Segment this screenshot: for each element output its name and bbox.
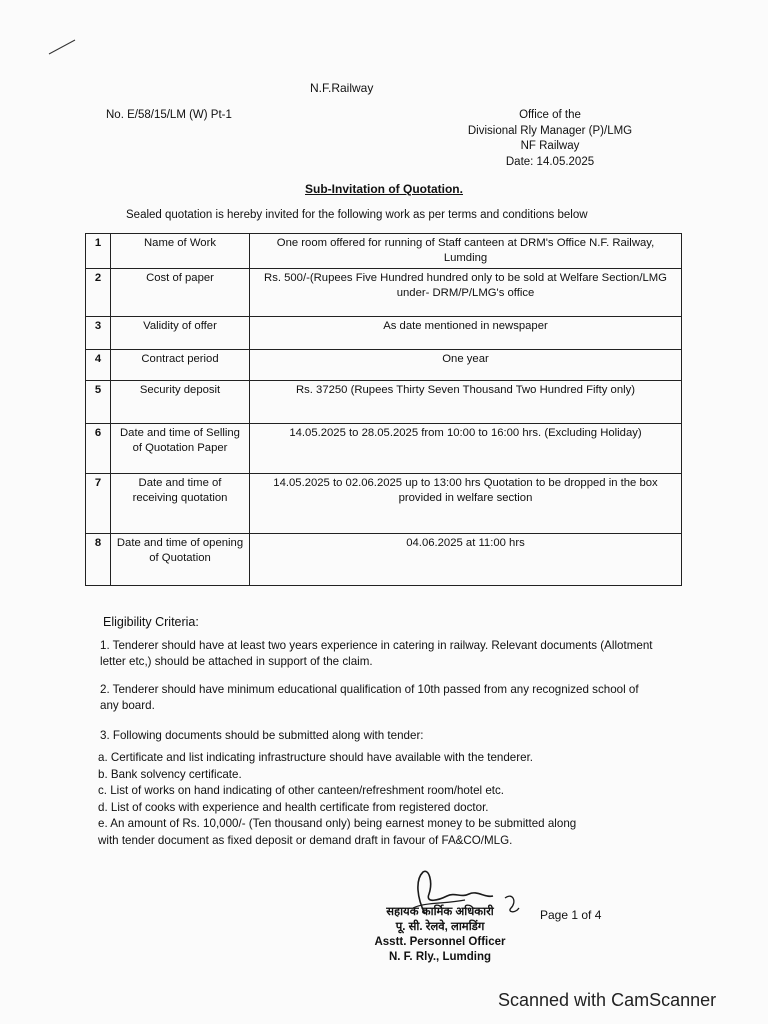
list-item: with tender document as fixed deposit or demand draft in favour of FA&CO/MLG. (98, 833, 513, 847)
stamp-hindi-title: सहायक कार्मिक अधिकारी (386, 906, 494, 918)
row-value: One year (250, 350, 682, 381)
row-number: 5 (86, 381, 111, 424)
eligibility-heading: Eligibility Criteria: (103, 615, 199, 629)
row-number: 7 (86, 474, 111, 534)
eligibility-point: 3. Following documents should be submitted along with tender: (100, 729, 424, 742)
row-value: One room offered for running of Staff canteen at DRM's Office N.F. Railway, Lumding (250, 234, 682, 269)
row-key: Date and time of opening of Quotation (111, 534, 250, 586)
row-key: Date and time of Selling of Quotation Paper (111, 424, 250, 474)
row-key: Name of Work (111, 234, 250, 269)
row-key: Validity of offer (111, 317, 250, 350)
row-value: 14.05.2025 to 28.05.2025 from 10:00 to 16:00 hrs. (Excluding Holiday) (250, 424, 682, 474)
list-item: a. Certificate and list indicating infrastructure should have available with the tenderer. (98, 751, 534, 764)
list-item: b. Bank solvency certificate. (98, 767, 242, 781)
page-number: Page 1 of 4 (540, 908, 602, 922)
row-value: 04.06.2025 at 11:00 hrs (250, 534, 682, 586)
row-number: 6 (86, 424, 111, 474)
list-item: c. List of works on hand indicating of other canteen/refreshment room/hotel etc. (98, 784, 505, 797)
table-row (86, 381, 682, 424)
row-key: Security deposit (111, 381, 250, 424)
stamp-english-title: Asstt. Personnel Officer (374, 936, 506, 948)
table-row (86, 474, 682, 534)
office-line: Divisional Rly Manager (P)/LMG (467, 124, 633, 137)
table-row (86, 424, 682, 474)
row-key: Date and time of receiving quotation (111, 474, 250, 534)
table-row (86, 234, 682, 269)
row-number: 1 (86, 234, 111, 269)
organization-title: N.F.Railway (310, 81, 374, 95)
row-value: Rs. 37250 (Rupees Thirty Seven Thousand Two Hundred Fifty only) (250, 381, 682, 424)
row-value: 14.05.2025 to 02.06.2025 up to 13:00 hrs Quotation to be dropped in the box provided in welfare section (250, 474, 682, 534)
table-row (86, 269, 682, 317)
row-value: Rs. 500/-(Rupees Five Hundred hundred only to be sold at Welfare Section/LMG under- DRM/P/LMG's office (250, 269, 682, 317)
documents-list (98, 750, 658, 849)
office-block (430, 108, 670, 170)
office-line: NF Railway (520, 140, 580, 152)
official-stamp (365, 905, 515, 965)
subject-heading: Sub-Invitation of Quotation. (305, 182, 463, 196)
pen-mark-icon (47, 36, 79, 58)
scanner-watermark: Scanned with CamScanner (498, 990, 717, 1010)
row-number: 3 (86, 317, 111, 350)
list-item: d. List of cooks with experience and health certificate from registered doctor. (98, 800, 489, 814)
eligibility-point: 2. Tenderer should have minimum educational qualification of 10th passed from any recognized school of any board. (100, 683, 639, 712)
eligibility-point: 1. Tenderer should have at least two years experience in catering in railway. Relevant documents (Allotment letter etc,) should be attached in support of the claim. (100, 639, 653, 668)
table-row (86, 350, 682, 381)
row-number: 4 (86, 350, 111, 381)
intro-text: Sealed quotation is hereby invited for the following work as per terms and conditions below (126, 209, 588, 221)
stamp-hindi-office: पू. सी. रेलवे, लामडिंग (395, 921, 485, 933)
row-value: As date mentioned in newspaper (250, 317, 682, 350)
row-key: Cost of paper (111, 269, 250, 317)
table-row (86, 317, 682, 350)
document-date: Date: 14.05.2025 (505, 155, 595, 168)
reference-number: No. E/58/15/LM (W) Pt-1 (106, 109, 232, 121)
row-number: 2 (86, 269, 111, 317)
list-item: e. An amount of Rs. 10,000/- (Ten thousand only) being earnest money to be submitted along (98, 817, 577, 830)
row-key: Contract period (111, 350, 250, 381)
row-number: 8 (86, 534, 111, 586)
table-row (86, 534, 682, 586)
quotation-table (85, 233, 682, 586)
stamp-english-office: N. F. Rly., Lumding (388, 951, 491, 963)
office-line: Office of the (519, 109, 581, 121)
